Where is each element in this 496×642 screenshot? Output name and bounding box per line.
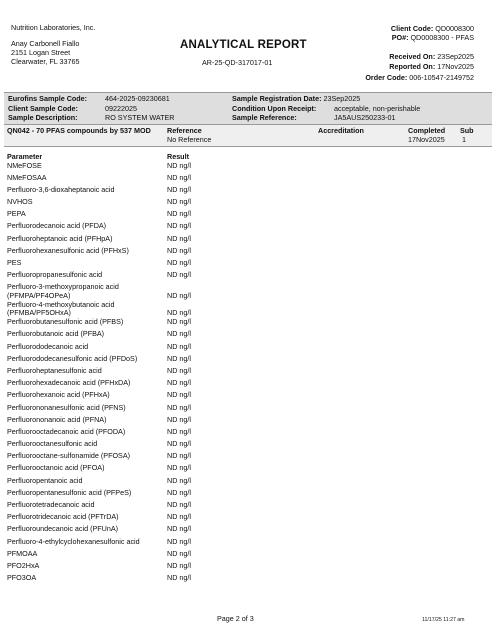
table-row [7,330,487,342]
order-label: Order Code: [365,73,408,82]
parameter-name-line: Perfluoro-4-methoxybutanoic acid [7,299,115,309]
parameter-name-line: Perfluoroheptanoic acid (PFHpA) [7,233,113,243]
parameter-name-line: Perfluorobutanesulfonic acid (PFBS) [7,317,124,327]
eurofins-code-label: Eurofins Sample Code: [8,94,88,103]
parameter-name [7,301,167,318]
registration-line [232,94,360,103]
parameter-name-line: Perfluorododecanoic acid [7,341,89,351]
parameter-name-line: Perfluoroundecanoic acid (PFUnA) [7,524,119,534]
parameter-name [7,428,167,437]
parameter-name [7,562,167,571]
result-value: ND ng/l [167,548,191,558]
parameter-name [7,222,167,231]
parameter-name-line: PFO2HxA [7,560,40,570]
parameter-name [7,198,167,207]
result-value: ND ng/l [167,524,191,534]
po-label: PO#: [391,33,409,42]
completed-value: 17Nov2025 [408,135,445,144]
parameter-name [7,513,167,522]
result-value: ND ng/l [167,512,191,522]
table-row [7,477,487,489]
sample-reference-value: JA5AUS250233-01 [334,113,396,122]
print-timestamp: 11/17/25 11:27 am [422,617,465,623]
results-table [7,162,487,587]
parameter-name [7,464,167,473]
table-row [7,186,487,198]
result-value: ND ng/l [167,560,191,570]
client-code-label: Client Code: [390,24,434,33]
result-value: ND ng/l [167,258,191,267]
table-row [7,343,487,355]
parameter-name-line: Perfluoropentanesulfonic acid (PFPeS) [7,487,132,497]
result-value: ND ng/l [167,451,191,461]
result-value: ND ng/l [167,390,191,400]
condition-value: acceptable, non-perishable [334,103,421,113]
parameter-name [7,452,167,461]
parameter-name [7,367,167,376]
table-row [7,550,487,562]
client-sample-code-label: Client Sample Code: [8,103,78,113]
parameter-name-line: Perfluorobutanoic acid (PFBA) [7,329,105,339]
result-value: ND ng/l [167,487,191,497]
parameter-name-line: Perfluorononanesulfonic acid (PFNS) [7,402,126,412]
client-sample-code-value: 09222025 [105,103,137,113]
sample-description-value: RO SYSTEM WATER [105,113,175,122]
parameter-name-line: Perfluoroheptanesulfonic acid [7,365,102,375]
po-line [392,33,474,42]
result-value: ND ng/l [167,573,191,583]
parameter-name [7,501,167,510]
client-code-value: QD0008300 [435,24,474,33]
parameter-name [7,477,167,486]
result-value: ND ng/l [167,463,191,473]
parameter-name [7,318,167,327]
parameter-name [7,247,167,256]
parameter-name [7,330,167,339]
client-contact-name: Anay Carbonell Fiallo [11,39,80,48]
parameter-name-line: Perfluoro-3,6-dioxaheptanoic acid [7,184,115,194]
table-row [7,464,487,476]
parameter-name [7,379,167,388]
received-line [389,52,474,61]
parameter-name-line: NMeFOSAA [7,172,47,182]
accreditation-header: Accreditation [318,126,364,135]
client-sample-code-line [8,104,78,113]
result-value: ND ng/l [167,426,191,436]
parameter-name-line: Perfluorooctanesulfonic acid [7,439,98,449]
result-value: ND ng/l [167,160,191,170]
client-code-line [391,24,474,33]
parameter-name [7,550,167,559]
parameter-name-line: (PFMBA/PF5OHxA) [7,308,71,318]
result-value: ND ng/l [167,329,191,339]
condition-label: Condition Upon Receipt: [232,103,317,113]
client-street: 2151 Logan Street [11,48,71,57]
parameter-name-line: Perfluorotridecanoic acid (PFTrDA) [7,512,119,522]
reference-value: No Reference [167,135,212,144]
table-row [7,404,487,416]
result-value: ND ng/l [167,536,191,546]
sub-header: Sub [460,126,474,135]
result-value: ND ng/l [167,209,191,219]
result-value: ND ng/l [167,475,191,485]
po-value: QD0008300 - PFAS [410,33,474,42]
table-row [7,222,487,234]
parameter-name-line: PFO3OA [7,573,37,583]
reference-header: Reference [167,126,202,135]
table-row [7,538,487,550]
table-row [7,283,487,300]
parameter-name-line: Perfluorohexanoic acid (PFHxA) [7,390,110,400]
parameter-name-line: Perfluoropropanesulfonic acid [7,270,103,280]
reported-line [389,62,474,71]
sample-reference-line [232,113,297,122]
result-header: Result [167,152,189,161]
parameter-name-line: Perfluorododecanesulfonic acid (PFDoS) [7,353,138,363]
result-value: ND ng/l [167,245,191,255]
parameter-name-line: Perfluorononanoic acid (PFNA) [7,414,107,424]
result-value: ND ng/l [167,233,191,243]
parameter-name-line: Perfluorooctanoic acid (PFOA) [7,463,105,473]
lab-name: Nutrition Laboratories, Inc. [11,23,96,32]
test-name: QN042 - 70 PFAS compounds by 537 MOD [7,126,151,135]
reported-value: 17Nov2025 [437,62,474,71]
parameter-name [7,525,167,534]
parameter-header: Parameter [7,152,43,161]
parameter-name-line: PEPA [7,209,26,219]
parameter-name [7,186,167,195]
client-city: Clearwater, FL 33765 [11,57,80,66]
sample-description-line [8,113,78,122]
result-value: ND ng/l [167,378,191,388]
report-number: AR-25-QD-317017-01 [202,58,273,67]
result-value: ND ng/l [167,365,191,375]
parameter-name-line: Perfluorotetradecanoic acid [7,500,95,509]
parameter-name [7,283,167,300]
parameter-name [7,210,167,219]
lab-address-block [11,23,95,66]
page-number: Page 2 of 3 [217,614,254,623]
reported-label: Reported On: [389,62,436,71]
parameter-name-line: Perfluoropentanoic acid [7,475,83,485]
parameter-name [7,391,167,400]
registration-value: 23Sep2025 [323,94,361,103]
eurofins-code-value: 464-2025-09230681 [105,94,170,103]
result-value: ND ng/l [167,341,191,351]
result-value: ND ng/l [167,500,191,509]
result-value: ND ng/l [167,353,191,363]
result-value: ND ng/l [167,439,191,449]
parameter-name [7,416,167,425]
eurofins-code-line [8,94,87,103]
result-value: ND ng/l [167,291,191,301]
result-value: ND ng/l [167,317,191,327]
parameter-name [7,162,167,171]
parameter-name [7,404,167,413]
parameter-name-line: PES [7,258,22,267]
parameter-name-line: Perfluoro-4-ethylcyclohexanesulfonic acid [7,536,140,546]
result-value: ND ng/l [167,172,191,182]
parameter-name [7,235,167,244]
parameter-name-line: Perfluorooctane-sulfonamide (PFOSA) [7,451,131,461]
sub-value: 1 [462,135,466,144]
table-row [7,198,487,210]
table-row [7,301,487,318]
parameter-name-line: (PFMPA/PF4OPeA) [7,291,71,301]
parameter-name [7,355,167,364]
parameter-name-line: Perfluorohexanesulfonic acid (PFHxS) [7,245,129,255]
completed-header: Completed [408,126,446,135]
parameter-name-line: NVHOS [7,197,33,207]
parameter-name [7,259,167,268]
parameter-name [7,174,167,183]
result-value: ND ng/l [167,197,191,207]
parameter-name-line: Perfluorooctadecanoic acid (PFODA) [7,426,126,436]
parameter-name-line: Perfluorohexadecanoic acid (PFHxDA) [7,378,131,388]
parameter-name [7,489,167,498]
result-value: ND ng/l [167,414,191,424]
result-value: ND ng/l [167,221,191,231]
result-value: ND ng/l [167,308,191,318]
parameter-name [7,538,167,547]
table-row [7,525,487,537]
sample-description-label: Sample Description: [8,113,78,122]
order-line [365,73,474,82]
result-value: ND ng/l [167,270,191,280]
table-row [7,562,487,574]
parameter-name-line: Perfluorodecanoic acid (PFDA) [7,221,107,231]
table-row [7,574,487,586]
result-value: ND ng/l [167,184,191,194]
sample-reference-label: Sample Reference: [232,113,297,122]
report-title: ANALYTICAL REPORT [180,39,307,51]
result-value: ND ng/l [167,402,191,412]
parameter-name-line: Perfluoro-3-methoxypropanoic acid [7,282,119,292]
parameter-name [7,574,167,583]
parameter-name-line: PFMOAA [7,548,38,558]
parameter-name [7,440,167,449]
table-row [7,235,487,247]
parameter-name [7,343,167,352]
condition-line [232,104,316,113]
received-value: 23Sep2025 [437,52,474,61]
received-label: Received On: [389,52,436,61]
table-row [7,162,487,174]
order-value: 006-10547-2149752 [409,73,474,82]
table-row [7,391,487,403]
parameter-name [7,271,167,280]
parameter-name-line: NMeFOSE [7,160,42,170]
table-row [7,247,487,259]
registration-label: Sample Registration Date: [232,94,322,103]
